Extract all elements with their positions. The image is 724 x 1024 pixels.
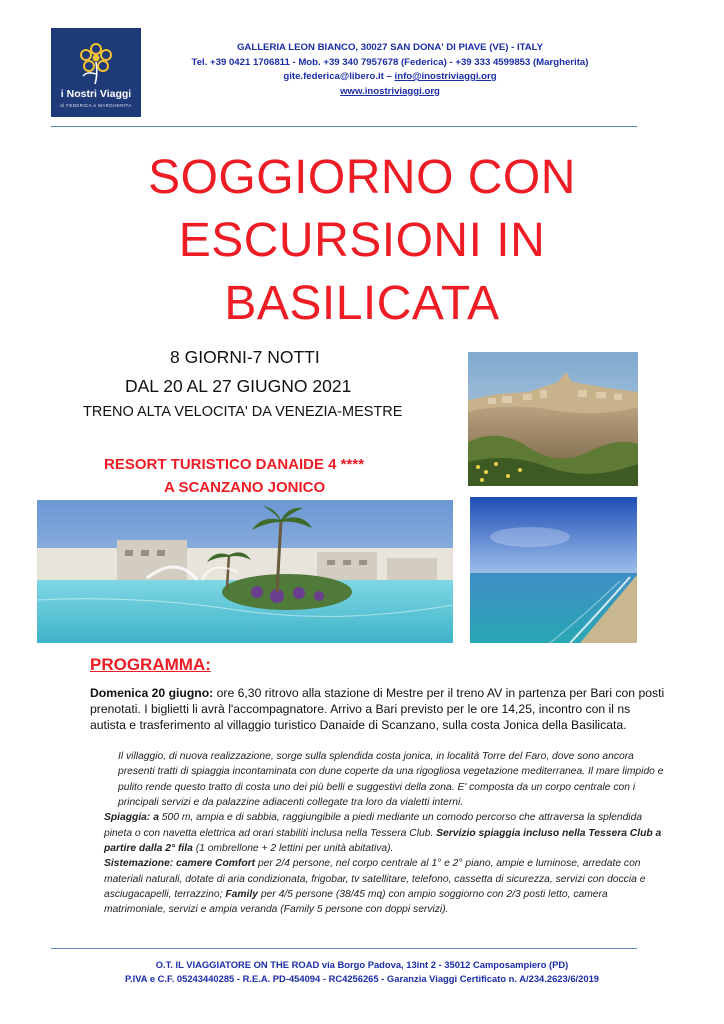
resort-pool-photo (37, 500, 453, 643)
title-line-2: ESCURSIONI IN (178, 214, 546, 267)
agency-address: GALLERIA LEON BIANCO, 30027 SAN DONA' DI PIAVE (VE) - ITALY (236, 42, 544, 53)
footer (60, 958, 664, 985)
beach-a: a (150, 812, 159, 824)
beach-photo (470, 497, 637, 643)
trip-transport: TRENO ALTA VELOCITA' DA VENEZIA-MESTRE (83, 404, 403, 420)
trip-dates: DAL 20 AL 27 GIUGNO 2021 (125, 376, 352, 396)
beach-paragraph (104, 810, 664, 856)
resort-location: A SCANZANO JONICO (164, 479, 326, 496)
footer-divider (51, 948, 637, 949)
beach-text: 500 m, ampia e di sabbia, raggiungibile a piedi mediante un comodo percorso che attraversa la splendida pineta o con navetta elettrica ad orari stabiliti inclusa nella Tessera Club. (104, 812, 643, 839)
page-title (60, 146, 664, 335)
resort-description (104, 749, 664, 918)
company-logo (51, 28, 141, 117)
website-link[interactable]: www.inostriviaggi.org (340, 85, 440, 97)
day1-text: ore 6,30 ritrovo alla stazione di Mestre per il treno AV in partenza per Bari con posti prenotati. I biglietti li avrà l'accompagnatore. Arrivo a Bari previsto per le ore 14,25, incontro con il ns autista e trasferimento al villaggio turistico Danaide di Scanzano, sulla costa Jonica della Basilicata. (90, 686, 665, 733)
beach-label: Spiaggia: (104, 812, 151, 824)
program-heading: PROGRAMMA: (90, 655, 211, 674)
email-federica[interactable]: gite.federica@libero.it (283, 71, 384, 82)
trip-duration: 8 GIORNI-7 NOTTI (170, 347, 320, 367)
day1-label: Domenica 20 giugno: (90, 686, 214, 700)
family-text: per 4/5 persone (38/45 mq) con ampio soggiorno con 2/3 posti letto, camera matrimoniale, servizi e ampia veranda (Family 5 persone con doppi servizi). (104, 889, 608, 916)
logo-brand: i Nostri Viaggi (60, 88, 132, 100)
beach-tail: (1 ombrellone + 2 lettini per unità abitativa). (192, 843, 394, 855)
flower-icon (73, 38, 119, 84)
family-label: Family (225, 889, 258, 901)
village-paragraph: Il villaggio, di nuova realizzazione, sorge sulla splendida costa jonica, in località Torre del Faro, dove sono ancora presenti tratti di spiaggia incontaminata con dune coperte da una rigogliosa vegetazione mediterranea. Il mare limpido e pulito rende questo tratto di costa uno dei più belli e suggestivi della zona. E' composta da un corpo centrale con i principali servizi e da palazzine adiacenti collegate tra loro da vialetti interni. (118, 751, 664, 809)
email-info-link[interactable]: info@inostriviaggi.org (394, 71, 497, 82)
rooms-text: per 2/4 persone, nel corpo centrale al 1° e 2° piano, ampie e luminose, arredate con materiali naturali, dotate di aria condizionata, frigobar, tv satellitare, telefono, cassetta di sicurezza, servizi con doccia e asciugacapelli, terrazzino; (104, 858, 646, 901)
logo-subtitle: di FEDERICA e MARGHERITA (60, 103, 132, 108)
footer-company: O.T. IL VIAGGIATORE ON THE ROAD via Borgo Padova, 13int 2 - 35012 Camposampiero (PD) (155, 959, 569, 970)
header-contacts (190, 41, 590, 99)
agency-emails (190, 70, 590, 85)
day1-paragraph (90, 685, 665, 734)
beach-service: Servizio spiaggia incluso nella Tessera Club a partire dalla 2° fila (104, 827, 662, 855)
email-separator: – (383, 71, 395, 82)
agency-phones: Tel. +39 0421 1706811 - Mob. +39 340 7957678 (Federica) - +39 333 4599853 (Margherita) (191, 56, 589, 68)
header-divider (51, 126, 637, 127)
title-line-1: SOGGIORNO CON (148, 151, 576, 204)
title-line-3: BASILICATA (224, 277, 500, 330)
matera-photo (468, 352, 638, 486)
rooms-label: Sistemazione: camere Comfort (104, 858, 256, 870)
footer-legal: P.IVA e C.F. 05243440285 - R.E.A. PD-454094 - RC4256265 - Garanzia Viaggi Certificato n. A/234.2623/6/2019 (124, 972, 600, 984)
resort-name: RESORT TURISTICO DANAIDE 4 **** (104, 456, 365, 473)
rooms-paragraph (104, 856, 664, 917)
